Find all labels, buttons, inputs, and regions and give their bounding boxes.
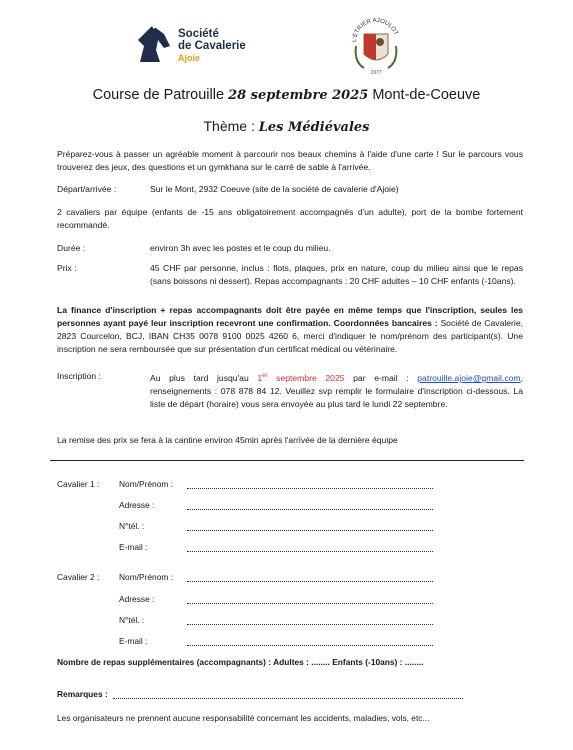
inscription-part2: par e-mail :	[344, 372, 418, 383]
intro-paragraph: Préparez-vous à passer un agréable moment à parcourir nos beaux chemins à l'aide d'une carte ! Sur le parcours vous trouverez des jeux, des questions et un gymkhana sur le carré de sable à l'arrivée.	[57, 149, 523, 172]
depart-label: Départ/arrivée :	[57, 184, 117, 194]
theme-label: Thème :	[203, 118, 259, 134]
cavalier2-tel-label: N°tél. :	[119, 615, 145, 625]
logo-line3: Ajoie	[178, 53, 201, 63]
theme-line	[0, 118, 573, 135]
cavalier2-label: Cavalier 2 :	[57, 572, 100, 582]
cavalier1-nom-field[interactable]	[187, 480, 433, 489]
disclaimer: Les organisateurs ne prennent aucune responsabilité concernant les accidents, maladies, vols, etc...	[57, 713, 430, 723]
logo-line2: de Cavalerie	[178, 40, 246, 52]
cavalier2-adresse-label: Adresse :	[119, 594, 155, 604]
emblem-arc-text: L'ETRIER AJOULOT	[351, 17, 399, 43]
cavalier2-nom-label: Nom/Prénom :	[119, 572, 173, 582]
cavalier1-nom-label: Nom/Prénom :	[119, 479, 173, 489]
inscription-part3: , renseignements : 078 878 84 12. Veuillez svp remplir le formulaire d'inscription ci-dessous. La liste de départ (horaire) vous sera envoyée au plus tard le lundi 22 septembre.	[150, 372, 523, 409]
cavalier2-adresse-field[interactable]	[187, 595, 433, 604]
repas-line: Nombre de repas supplémentaires (accompagnants) : Adultes : ........ Enfants (-10ans) : ........	[57, 657, 424, 667]
remarques-label: Remarques :	[57, 689, 108, 699]
cavalier1-tel-label: N°tél. :	[119, 521, 145, 531]
section-divider	[50, 460, 524, 461]
logo-text	[178, 28, 246, 64]
finance-normal: Société de Cavalerie, 2823 Courcelon, BCJ, IBAN CH35 0078 9100 0025 4260 6, merci d'indiquer le nom/prénom des participant(s). Une inscription ne sera remboursée que sur présentation d'un certificat médical ou vétérinaire.	[57, 318, 523, 354]
prix-row	[57, 262, 523, 302]
inscription-row	[57, 370, 523, 425]
title-date: 28 septembre 2025	[228, 88, 369, 103]
cavalier1-adresse-label: Adresse :	[119, 500, 155, 510]
title-suffix: Mont-de-Coeuve	[368, 87, 481, 103]
emblem-icon	[350, 12, 402, 78]
cavalier2-email-label: E-mail :	[119, 636, 148, 646]
inscription-label: Inscription :	[57, 371, 101, 381]
depart-value: Sur le Mont, 2932 Coeuve (site de la société de cavalerie d'Ajoie)	[150, 184, 399, 194]
cavalier2-tel-field[interactable]	[187, 616, 433, 625]
horse-head-icon	[134, 26, 174, 64]
prix-label: Prix :	[57, 263, 77, 273]
cavalier2-email-field[interactable]	[187, 637, 433, 646]
inscription-sup: er	[262, 373, 268, 379]
theme-value: Les Médiévales	[258, 120, 370, 135]
finance-bold: La finance d'inscription + repas accompagnants doit être payée en même temps que l'inscription, seules les personnes ayant payé leur inscription recevront une confirmation. Coordonnées bancaires :	[57, 305, 523, 328]
email-link[interactable]: patrouille.ajoie@gmail.com	[417, 372, 521, 383]
finance-paragraph	[57, 304, 523, 356]
cavaliers-paragraph: 2 cavaliers par équipe (enfants de -15 ans obligatoirement accompagnés d'un adulte), port de la bombe fortement recommandé.	[57, 207, 523, 230]
title-prefix: Course de Patrouille	[92, 87, 229, 103]
remise-paragraph: La remise des prix se fera à la cantine environ 45min après l'arrivée de la dernière équipe	[57, 435, 398, 445]
logo-line1: Société	[178, 28, 219, 40]
prix-value: 45 CHF par personne, inclus : flots, plaques, prix en nature, coup du milieu ainsi que le repas (sans boissons ni dessert). Repas accompagnants : 20 CHF adultes – 10 CHF enfants (-10ans).	[150, 263, 523, 286]
inscription-month: septembre 2025	[267, 372, 345, 383]
depart-row	[57, 183, 523, 196]
duree-value: environ 3h avec les postes et le coup du milieu.	[150, 243, 331, 253]
cavalier1-adresse-field[interactable]	[187, 501, 433, 510]
cavalier1-tel-field[interactable]	[187, 522, 433, 531]
page-title	[0, 87, 573, 103]
duree-label: Durée :	[57, 243, 86, 253]
cavalier1-email-label: E-mail :	[119, 542, 148, 552]
logo-etrier-ajoulot	[350, 12, 402, 78]
inscription-value	[150, 370, 523, 411]
cavalier2-nom-field[interactable]	[187, 573, 433, 582]
cavalier1-label: Cavalier 1 :	[57, 479, 100, 489]
duree-row	[57, 242, 523, 255]
remarques-field[interactable]	[113, 690, 463, 699]
inscription-day: 1	[257, 372, 263, 383]
emblem-year: 1977	[370, 70, 382, 76]
inscription-part1: Au plus tard jusqu'au	[150, 372, 258, 383]
logo-societe-cavalerie	[134, 26, 284, 64]
cavalier1-email-field[interactable]	[187, 543, 433, 552]
